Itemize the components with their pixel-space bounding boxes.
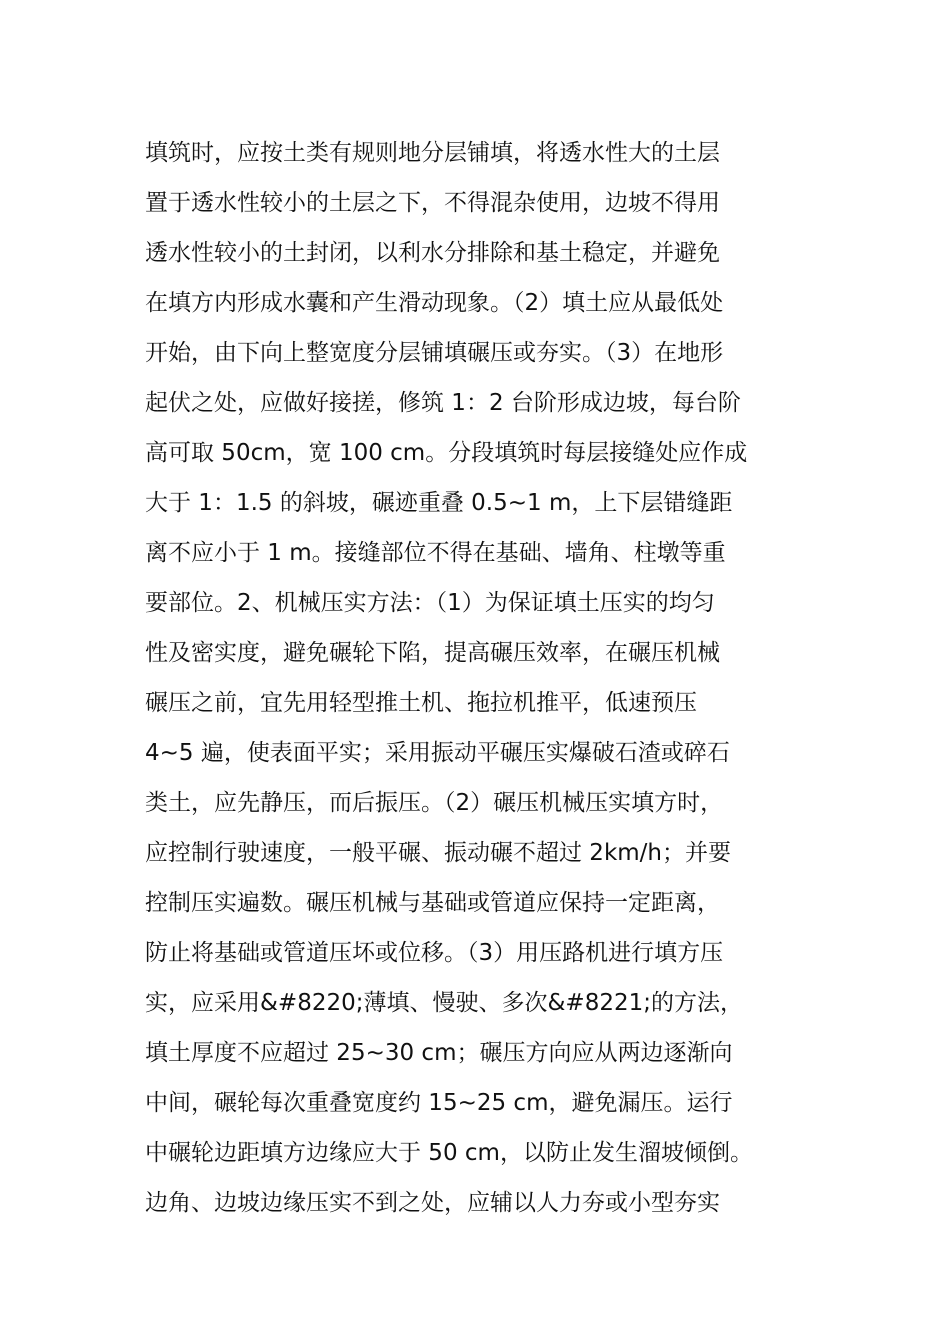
text-line: 中间，碾轮每次重叠宽度约 15~25 cm，避免漏压。运行 — [145, 1090, 733, 1116]
text-line: 边角、边坡边缘压实不到之处，应辅以人力夯或小型夯实 — [145, 1190, 720, 1216]
text-line: 性及密实度，避免碾轮下陷，提高碾压效率，在碾压机械 — [145, 640, 720, 666]
text-line: 透水性较小的土封闭，以利水分排除和基土稳定，并避免 — [145, 240, 720, 266]
text-line: 防止将基础或管道压坏或位移。（3）用压路机进行填方压 — [145, 940, 724, 966]
text-line: 4~5 遍，使表面平实；采用振动平碾压实爆破石渣或碎石 — [145, 740, 730, 766]
text-line: 填土厚度不应超过 25~30 cm；碾压方向应从两边逐渐向 — [145, 1040, 733, 1066]
text-line: 大于 1：1.5 的斜坡，碾迹重叠 0.5~1 m，上下层错缝距 — [145, 490, 733, 516]
text-line: 控制压实遍数。碾压机械与基础或管道应保持一定距离， — [145, 890, 720, 916]
text-line: 离不应小于 1 m。接缝部位不得在基础、墙角、柱墩等重 — [145, 540, 726, 566]
text-line: 应控制行驶速度，一般平碾、振动碾不超过 2km/h；并要 — [145, 840, 731, 866]
text-line: 填筑时，应按土类有规则地分层铺填，将透水性大的土层 — [145, 140, 720, 166]
text-line: 在填方内形成水囊和产生滑动现象。（2）填土应从最低处 — [145, 290, 724, 316]
text-line: 中碾轮边距填方边缘应大于 50 cm，以防止发生溜坡倾倒。 — [145, 1140, 753, 1166]
text-line: 要部位。2、机械压实方法：（1）为保证填土压实的均匀 — [145, 590, 715, 616]
text-line: 开始，由下向上整宽度分层铺填碾压或夯实。（3）在地形 — [145, 340, 724, 366]
text-line: 起伏之处，应做好接搓，修筑 1：2 台阶形成边坡，每台阶 — [145, 390, 741, 416]
text-line: 类土，应先静压，而后振压。（2）碾压机械压实填方时， — [145, 790, 724, 816]
text-line: 实，应采用&#8220;薄填、慢驶、多次&#8221;的方法， — [145, 990, 743, 1016]
text-line: 高可取 50cm，宽 100 cm。分段填筑时每层接缝处应作成 — [145, 440, 748, 466]
body-paragraph — [145, 128, 825, 1228]
text-line: 碾压之前，宜先用轻型推土机、拖拉机推平，低速预压 — [145, 690, 697, 716]
text-line: 置于透水性较小的土层之下，不得混杂使用，边坡不得用 — [145, 190, 720, 216]
